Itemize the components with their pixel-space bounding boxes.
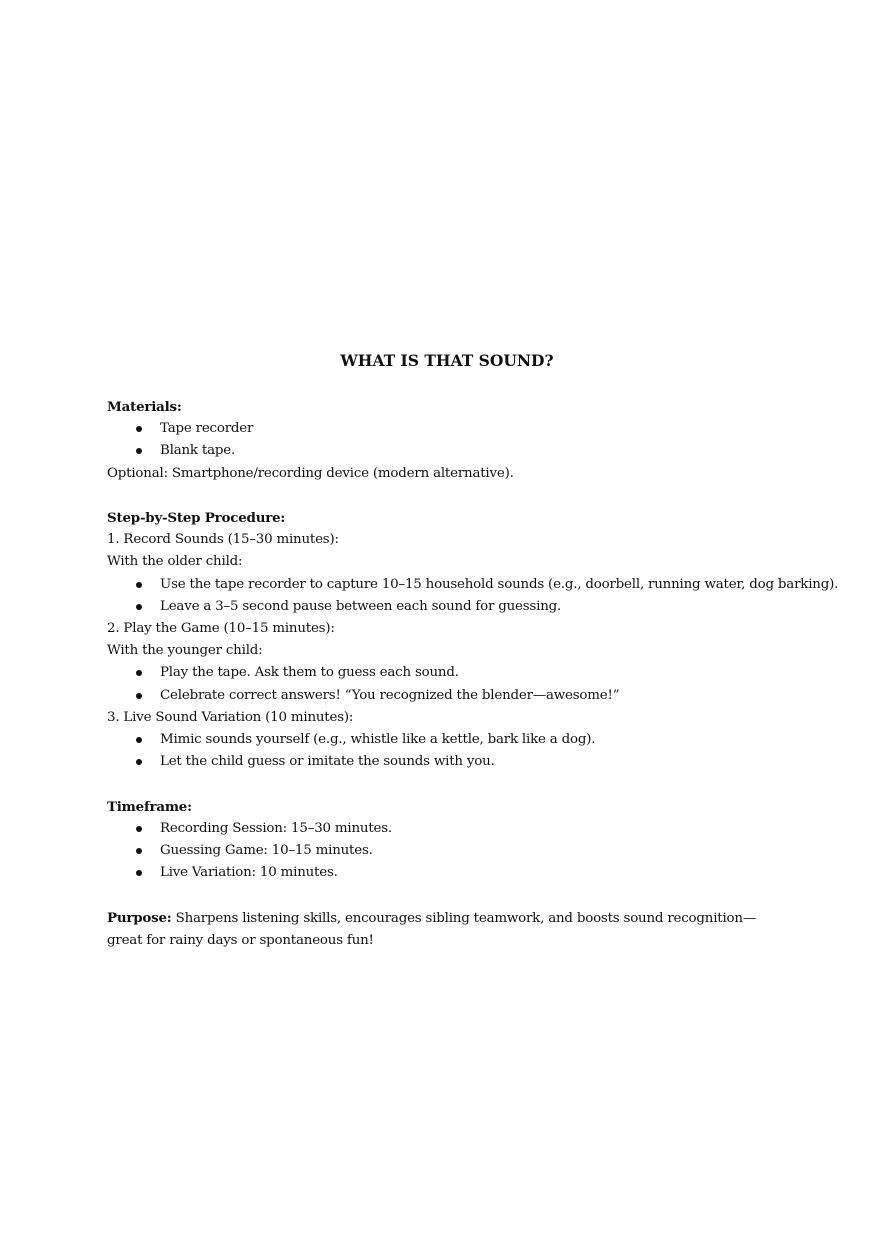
- materials-list: [107, 418, 787, 462]
- spacer: [107, 485, 787, 507]
- step-list: [107, 574, 839, 618]
- purpose-text: Sharpens listening skills, encourages sibling teamwork, and boosts sound recognition—great for rainy days or spontaneous fun!: [107, 910, 757, 948]
- procedure-section: [107, 507, 839, 773]
- list-item: Live Variation: 10 minutes.: [107, 862, 787, 884]
- materials-optional: Optional: Smartphone/recording device (modern alternative).: [107, 465, 514, 481]
- list-item: Mimic sounds yourself (e.g., whistle like a kettle, bark like a dog).: [107, 729, 787, 751]
- step-list: [107, 662, 787, 706]
- timeframe-list: [107, 818, 787, 885]
- list-item: Use the tape recorder to capture 10–15 household sounds (e.g., doorbell, running water, dog barking).: [107, 574, 787, 596]
- spacer: [107, 884, 787, 906]
- document-page: [107, 349, 839, 952]
- step-title: 1. Record Sounds (15–30 minutes):: [107, 532, 339, 548]
- purpose-paragraph: [107, 907, 787, 952]
- list-item: Let the child guess or imitate the sounds with you.: [107, 751, 787, 773]
- list-item: Leave a 3–5 second pause between each sound for guessing.: [107, 596, 787, 618]
- purpose-label: Purpose:: [107, 909, 172, 926]
- list-item: Recording Session: 15–30 minutes.: [107, 818, 787, 840]
- step-title: 2. Play the Game (10–15 minutes):: [107, 621, 335, 637]
- list-item: Blank tape.: [107, 440, 787, 462]
- spacer: [107, 773, 787, 795]
- list-item: Guessing Game: 10–15 minutes.: [107, 840, 787, 862]
- step-list: [107, 729, 787, 773]
- timeframe-heading: Timeframe:: [107, 798, 192, 815]
- step-context: With the younger child:: [107, 643, 263, 659]
- list-item: Tape recorder: [107, 418, 787, 440]
- step-context: With the older child:: [107, 554, 243, 570]
- procedure-heading: Step-by-Step Procedure:: [107, 510, 286, 526]
- timeframe-section: [107, 796, 787, 885]
- materials-heading: Materials:: [107, 399, 182, 415]
- list-item: Play the tape. Ask them to guess each sound.: [107, 662, 787, 684]
- page-title: WHAT IS THAT SOUND?: [340, 351, 554, 370]
- materials-section: [107, 396, 787, 485]
- step-title: 3. Live Sound Variation (10 minutes):: [107, 709, 354, 725]
- list-item: Celebrate correct answers! “You recognized the blender—awesome!”: [107, 685, 787, 707]
